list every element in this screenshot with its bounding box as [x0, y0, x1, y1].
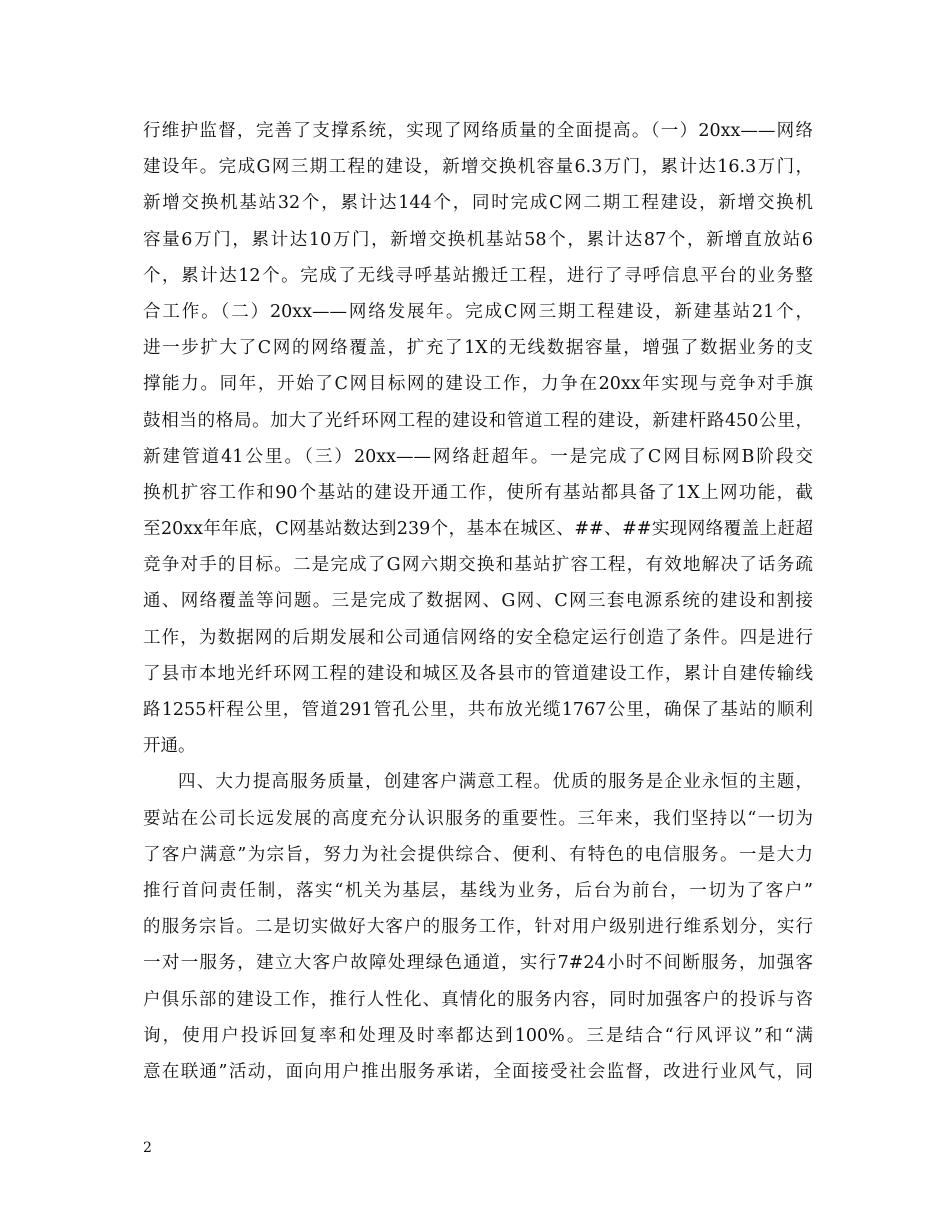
page-number: 2	[143, 1140, 152, 1156]
text-line: 撑能力。同年，开始了C网目标网的建设工作，力争在20xx年实现与竞争对手旗	[143, 374, 813, 395]
text-line: 路1255杆程公里，管道291管孔公里，共布放光缆1767公里，确保了基站的顺利	[143, 700, 813, 720]
text-line: 进一步扩大了C网的网络覆盖，扩充了1X的无线数据容量，增强了数据业务的支	[143, 338, 813, 359]
text-line: 户俱乐部的建设工作，推行人性化、真情化的服务内容，同时加强客户的投诉与咨	[143, 989, 813, 1010]
paragraph-network-construction	[143, 113, 813, 764]
text-line: 工作，为数据网的后期发展和公司通信网络的安全稳定运行创造了条件。四是进行	[143, 627, 813, 648]
text-line: 推行首问责任制，落实“机关为基层，基线为业务，后台为前台，一切为了客户”	[143, 880, 813, 901]
text-line: 合工作。（二）20xx——网络发展年。完成C网三期工程建设，新建基站21个，	[143, 301, 813, 322]
body-text	[143, 113, 813, 1090]
text-line: 建设年。完成G网三期工程的建设，新增交换机容量6.3万门，累计达16.3万门，	[143, 157, 813, 178]
text-line: 行维护监督，完善了支撑系统，实现了网络质量的全面提高。（一）20xx——网络	[143, 121, 813, 141]
text-line: 鼓相当的格局。加大了光纤环网工程的建设和管道工程的建设，新建杆路450公里，	[143, 410, 813, 431]
text-line: 新增交换机基站32个，累计达144个，同时完成C网二期工程建设，新增交换机	[143, 193, 813, 214]
text-line: 容量6万门，累计达10万门，新增交换机基站58个，累计达87个，新增直放站6	[143, 229, 813, 250]
text-line: 换机扩容工作和90个基站的建设开通工作，使所有基站都具备了1X上网功能，截	[143, 482, 813, 503]
text-line: 通、网络覆盖等问题。三是完成了数据网、G网、C网三套电源系统的建设和割接	[143, 591, 813, 612]
text-line: 了客户满意”为宗旨，努力为社会提供综合、便利、有特色的电信服务。一是大力	[143, 844, 813, 865]
text-line: 一对一服务，建立大客户故障处理绿色通道，实行7#24小时不间断服务，加强客	[143, 953, 813, 974]
text-line: 意在联通”活动，面向用户推出服务承诺，全面接受社会监督，改进行业风气，同	[143, 1061, 813, 1082]
text-line: 四、大力提高服务质量，创建客户满意工程。优质的服务是企业永恒的主题，	[178, 772, 813, 793]
text-line: 了县市本地光纤环网工程的建设和城区及各县市的管道建设工作，累计自建传输线	[143, 663, 813, 684]
text-line: 开通。	[143, 736, 196, 757]
text-line: 要站在公司长远发展的高度充分认识服务的重要性。三年来，我们坚持以“一切为	[143, 808, 813, 829]
text-line: 的服务宗旨。二是切实做好大客户的服务工作，针对用户级别进行维系划分，实行	[143, 917, 813, 938]
text-line: 竞争对手的目标。二是完成了G网六期交换和基站扩容工程，有效地解决了话务疏	[143, 555, 813, 576]
text-line: 至20xx年年底，C网基站数达到239个，基本在城区、##、##实现网络覆盖上赶超	[143, 519, 813, 540]
text-line: 个，累计达12个。完成了无线寻呼基站搬迁工程，进行了寻呼信息平台的业务整	[143, 265, 813, 286]
text-line: 新建管道41公里。（三）20xx——网络赶超年。一是完成了C网目标网B阶段交	[143, 446, 813, 467]
paragraph-service-quality	[143, 764, 813, 1090]
text-line: 询，使用户投诉回复率和处理及时率都达到100%。三是结合“行风评议”和“满	[143, 1025, 813, 1046]
